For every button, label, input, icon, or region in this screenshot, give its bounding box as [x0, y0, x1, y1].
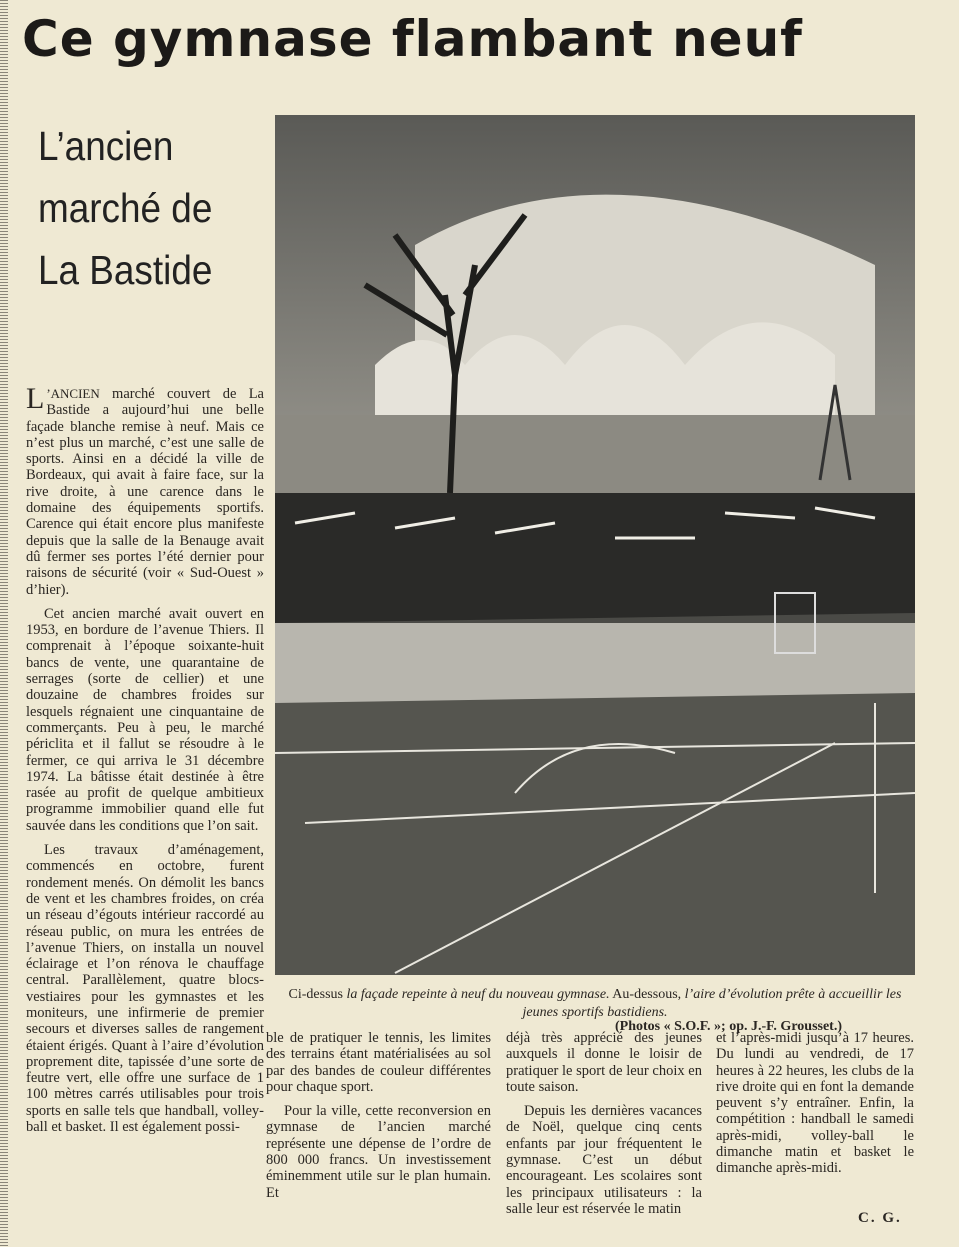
photo-credit: (Photos « S.O.F. »; op. J.-F. Grousset.) [615, 1019, 843, 1034]
facade-photo [275, 115, 915, 493]
photo-block [275, 115, 915, 975]
article-column-2: ble de pratiquer le tennis, les limites des terrains étant matérialisées au sol par des bandes de couleur différentes pour chaque sport. Pour la ville, cette reconversion en gymnase de l’ancien marché représente une dépense de l’ordre de 800 000 francs. Un investissement éminemment utile sur le plan humain. Et [266, 1030, 491, 1201]
margin-rule [0, 0, 8, 1247]
gym-interior-photo [275, 493, 915, 975]
paragraph: Les travaux d’aménagement, commencés en octobre, furent rondement menés. On démolit les bancs de vent et les chambres froides, on créa un réseau d’égouts intérieur raccordé au réseau public, on mura les entrées de l’avenue Thiers, on installa un nouvel éclairage et l’on rénova le chauffage central. Parallèlement, quatre blocs-vestiaires pour les gymnastes et les moniteurs, une infirmerie de premier secours et diverses salles de rangement étaient érigés. Quant à l’aire d’évolution proprement dite, tapissée d’une sorte de feutre vert, elle offre une surface de 1 100 mètres carrés utilisables pour trois sports en salle tels que handball, volley-ball et basket. Il est également possi- [26, 842, 264, 1136]
photo-caption: Ci-dessus la façade repeinte à neuf du nouveau gymnase. Au-dessous, l’aire d’évolution prête à accueillir les jeunes sportifs bastidiens. [288, 987, 902, 1020]
article-column-4: et l’après-midi jusqu’à 17 heures. Du lundi au vendredi, de 17 heures à 22 heures, les clubs de la rive droite qui en font la demande peuvent s’y entraîner. Enfin, la compétition : handball le samedi après-midi, volley-ball le dimanche matin et basket le dimanche après-midi. [716, 1030, 914, 1177]
article-column-3: déjà très apprécié des jeunes auxquels il donne le loisir de pratiquer le sport de leur choix en toute saison. Depuis les dernières vacances de Noël, quelque cinq cents enfants par jour fréquentent le gymnase. C’est un début encourageant. Les scolaires sont les principaux utilisateurs : la salle leur est réservée le matin [506, 1030, 702, 1217]
paragraph: Cet ancien marché avait ouvert en 1953, en bordure de l’avenue Thiers. Il comprenait à l’époque soixante-huit bancs de vente, une quarantaine de serrages (sorte de cellier) et une douzaine de chambres froides sur lesquels régnaient une cinquantaine de commerçants. Peu à peu, le marché périclita et il fallut se résoudre à le fermer, ce qui arriva le 31 décembre 1974. La bâtisse était destinée à être rasée au profit de quelque ambitieux programme immobilier quand elle fut sauvée dans les conditions que l’on sait. [26, 605, 264, 834]
author-signature: C. G. [858, 1210, 902, 1226]
subheadline: L’ancien marché de La Bastide [38, 123, 213, 293]
headline: Ce gymnase flambant neuf [22, 10, 803, 68]
article-column-1: L ’ANCIEN marché couvert de La Bastide a aujourd’hui une belle façade blanche remise à neuf. Mais ce n’est plus un marché, c’est une salle de sports. Ainsi en a décidé la ville de Bordeaux, qui avait à faire face, sur la rive droite, à une carence dans le domaine des équipements sportifs. Carence qui était encore plus manifeste depuis que la salle de la Benauge avait dû fermer ses portes l’été dernier pour raisons de sécurité (voir « Sud-Ouest » d’hier). Cet ancien marché avait ouvert en 1953, en bordure de l’avenue Thiers. Il comprenait à l’époque soixante-huit bancs de vente, une quarantaine de serrages (sorte de cellier) et une douzaine de chambres froides sur lesquels régnaient une cinquantaine de commerçants. Peu à peu, le marché périclita et il fallut se résoudre à le fermer, ce qui arriva le 31 décembre 1974. La bâtisse était destinée à être rasée au profit de quelque ambitieux programme immobilier quand elle fut sauvée dans les conditions que l’on sait. Les travaux d’aménagement, commencés en octobre, furent rondement menés. On démolit les bancs de vent et les chambres froides, on créa un réseau d’égouts intérieur raccordé au réseau public, on mura les entrées de l’avenue Thiers, on installa un nouvel éclairage et l’on rénova le chauffage central. Parallèlement, quatre blocs-vestiaires pour les gymnastes et les moniteurs, une infirmerie de premier secours et diverses salles de rangement étaient érigés. Quant à l’aire d’évolution proprement dite, tapissée d’une sorte de feutre vert, elle offre une surface de 1 100 mètres carrés utilisables pour trois sports en salle tels que handball, volley-ball et basket. Il est également possi- [26, 382, 264, 1136]
drop-cap: L [26, 382, 45, 415]
